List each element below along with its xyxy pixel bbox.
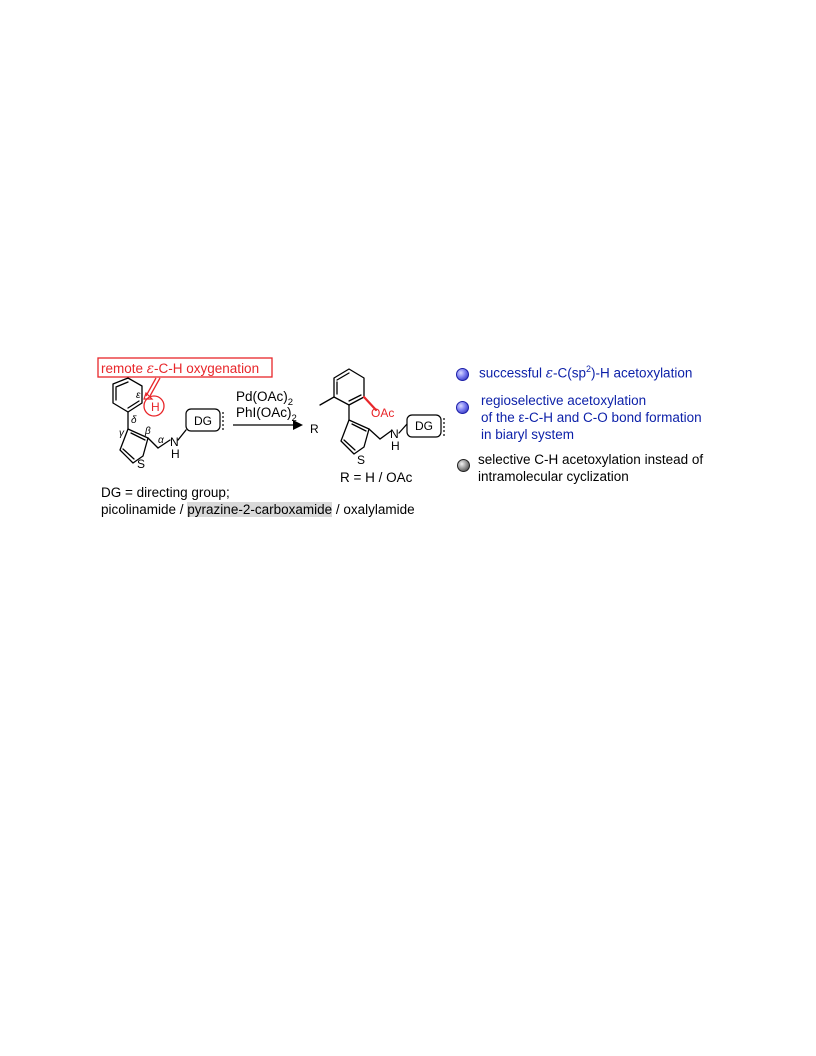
dg-definition-line1: DG = directing group;	[101, 485, 230, 500]
product-r-definition: R = H / OAc	[340, 470, 413, 485]
nitrogen-label-left: N	[170, 435, 179, 449]
dg-definition-line2	[101, 502, 415, 517]
epsilon-label: ε	[136, 390, 141, 401]
dg-option-picolinamide: picolinamide /	[101, 502, 188, 517]
gamma-label: γ	[119, 428, 124, 439]
bullet-2-line2: of the ε-C-H and C-O bond formation	[481, 410, 702, 425]
nitrogen-label-right: N	[390, 427, 399, 441]
reagent-2: $PhI(OAc)_2$	[236, 405, 297, 424]
dg-option-pyrazine: pyrazine-2-carboxamide	[187, 502, 333, 517]
beta-label: β	[145, 426, 151, 437]
alpha-label: α	[158, 435, 164, 446]
dg-label-left: DG	[194, 414, 212, 428]
blue-ball-icon	[456, 368, 469, 381]
bullet-2-line1: regioselective acetoxylation	[481, 393, 647, 408]
oac-label: OAc	[371, 406, 395, 420]
blue-ball-icon	[456, 401, 469, 414]
dg-label-right: DG	[415, 419, 433, 433]
reagent-1: $Pd(OAc)_2$	[236, 389, 294, 408]
nh-hydrogen-right: H	[391, 439, 400, 453]
delta-label: δ	[131, 415, 137, 426]
atom-h-label: H	[151, 400, 160, 414]
bullet-3-line2: intramolecular cyclization	[478, 469, 629, 484]
title-box-text: remote ε-C-H oxygenation	[101, 361, 260, 377]
bullet-1-text: successful $\varepsilon-C(sp^2)-H$ acetoxylation	[479, 364, 693, 382]
r-group-label: R	[310, 422, 319, 436]
bullet-2-line3: in biaryl system	[481, 427, 575, 442]
phenyl-ring-right	[334, 369, 364, 405]
sulfur-label-left: S	[137, 457, 146, 471]
gray-ball-icon	[457, 459, 470, 472]
sulfur-label-right: S	[357, 453, 366, 467]
dg-option-oxalylamide: / oxalylamide	[332, 502, 415, 517]
nh-hydrogen-left: H	[171, 447, 180, 461]
bullet-3-line1: selective C-H acetoxylation instead of	[478, 452, 704, 467]
